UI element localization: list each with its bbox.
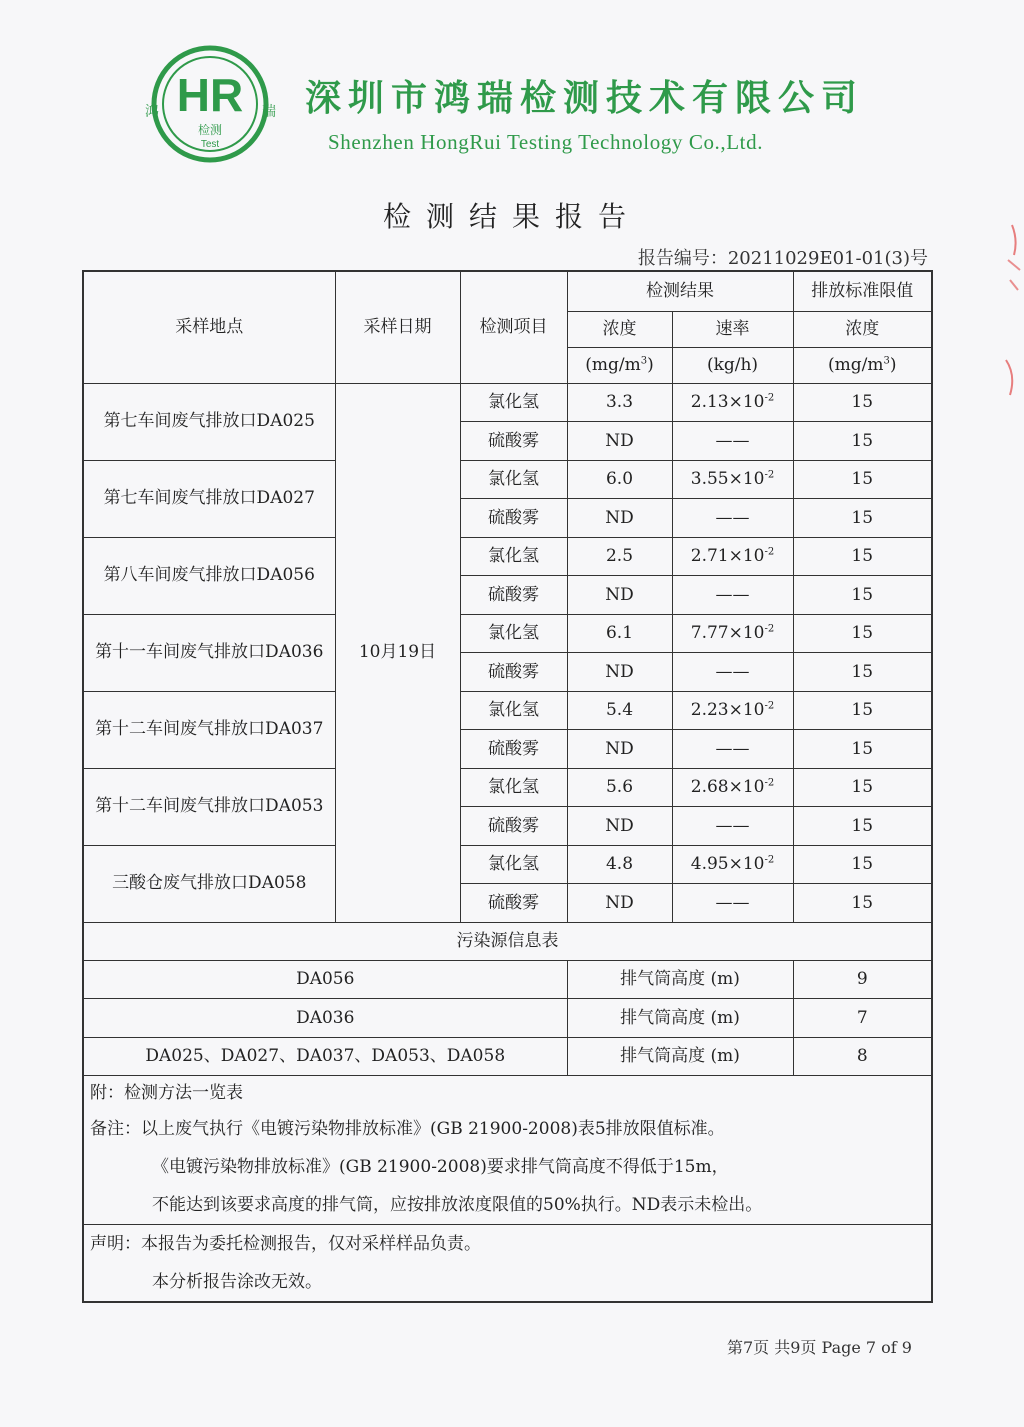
- concentration-value: ND: [567, 807, 672, 846]
- rate-base: ——: [715, 584, 750, 605]
- pollution-param: 排气筒高度 (m): [567, 960, 793, 999]
- test-item: 硫酸雾: [460, 884, 567, 923]
- table-row: [83, 691, 932, 730]
- sampling-location: 三酸仓废气排放口DA058: [83, 845, 335, 922]
- company-name-en: Shenzhen HongRui Testing Technology Co.,Ltd.: [328, 130, 764, 154]
- test-item: 氯化氢: [460, 691, 567, 730]
- remarks-block: [83, 1076, 932, 1225]
- rate-base: 2.23×10: [690, 700, 765, 721]
- rate-value: [672, 884, 793, 923]
- remark-line: 备注：以上废气执行《电镀污染物排放标准》(GB 21900-2008)表5排放限值标准。: [90, 1119, 725, 1139]
- test-item: 氯化氢: [460, 768, 567, 807]
- table-row: [83, 460, 932, 499]
- header-rate: 速率: [672, 311, 793, 347]
- concentration-value: 4.8: [567, 845, 672, 884]
- rate-exponent: -2: [764, 546, 775, 558]
- svg-text:HR: HR: [176, 69, 244, 121]
- concentration-value: ND: [567, 884, 672, 923]
- limit-value: 15: [793, 614, 932, 653]
- svg-text:瑞: 瑞: [262, 104, 276, 120]
- table-row: [83, 537, 932, 576]
- pollution-row: [83, 999, 932, 1038]
- statement-line: 声明：本报告为委托检测报告，仅对采样样品负责。: [90, 1234, 481, 1254]
- rate-exponent: -2: [764, 700, 775, 712]
- table-row: [83, 768, 932, 807]
- pollution-source: DA036: [83, 999, 567, 1038]
- limit-value: 15: [793, 537, 932, 576]
- company-logo: [142, 44, 278, 164]
- rate-exponent: -2: [764, 777, 775, 789]
- rate-value: [672, 845, 793, 884]
- rate-exponent: -2: [764, 854, 775, 866]
- concentration-value: ND: [567, 422, 672, 461]
- rate-value: [672, 422, 793, 461]
- rate-value: [672, 499, 793, 538]
- remark-line: 不能达到该要求高度的排气筒，应按排放浓度限值的50%执行。ND表示未检出。: [152, 1195, 763, 1215]
- pollution-source: DA025、DA027、DA037、DA053、DA058: [83, 1037, 567, 1076]
- limit-value: 15: [793, 422, 932, 461]
- limit-value: 15: [793, 653, 932, 692]
- concentration-value: ND: [567, 576, 672, 615]
- rate-base: ——: [715, 815, 750, 836]
- rate-base: 2.68×10: [690, 777, 765, 798]
- rate-value: [672, 768, 793, 807]
- table-row: [83, 614, 932, 653]
- svg-text:检测: 检测: [197, 123, 223, 137]
- rate-value: [672, 614, 793, 653]
- rate-base: ——: [715, 661, 750, 682]
- header-rate-unit: (kg/h): [672, 347, 793, 383]
- header-location: 采样地点: [83, 271, 335, 383]
- rate-base: ——: [715, 738, 750, 759]
- pollution-row: [83, 1037, 932, 1076]
- sampling-location: 第八车间废气排放口DA056: [83, 537, 335, 614]
- header-limit: 排放标准限值: [793, 271, 932, 311]
- rate-value: [672, 730, 793, 769]
- pollution-row: [83, 960, 932, 999]
- concentration-value: ND: [567, 499, 672, 538]
- limit-value: 15: [793, 691, 932, 730]
- header-item: 检测项目: [460, 271, 567, 383]
- svg-text:Test: Test: [200, 139, 220, 150]
- appendix-line: 附：检测方法一览表: [90, 1083, 243, 1103]
- rate-value: [672, 691, 793, 730]
- limit-value: 15: [793, 499, 932, 538]
- test-item: 硫酸雾: [460, 422, 567, 461]
- rate-value: [672, 576, 793, 615]
- rate-base: 4.95×10: [690, 854, 765, 875]
- rate-base: 3.55×10: [690, 469, 765, 490]
- rate-base: ——: [715, 430, 750, 451]
- red-stamp-edge: [998, 210, 1024, 410]
- sampling-location: 第七车间废气排放口DA025: [83, 383, 335, 460]
- rate-base: 2.71×10: [690, 546, 765, 567]
- rate-exponent: -2: [764, 469, 775, 481]
- test-item: 氯化氢: [460, 460, 567, 499]
- page-number: 第7页 共9页 Page 7 of 9: [726, 1338, 912, 1357]
- test-item: 硫酸雾: [460, 730, 567, 769]
- concentration-value: 3.3: [567, 383, 672, 422]
- concentration-value: 2.5: [567, 537, 672, 576]
- header-results: 检测结果: [567, 271, 793, 311]
- pollution-param: 排气筒高度 (m): [567, 1037, 793, 1076]
- rate-base: 2.13×10: [690, 392, 765, 413]
- concentration-value: ND: [567, 730, 672, 769]
- rate-value: [672, 807, 793, 846]
- test-item: 硫酸雾: [460, 499, 567, 538]
- report-title: 检测结果报告: [382, 200, 641, 233]
- rate-base: ——: [715, 892, 750, 913]
- concentration-value: 5.6: [567, 768, 672, 807]
- limit-value: 15: [793, 884, 932, 923]
- rate-base: ——: [715, 507, 750, 528]
- concentration-value: ND: [567, 653, 672, 692]
- test-item: 硫酸雾: [460, 807, 567, 846]
- statement-block: [83, 1225, 932, 1303]
- concentration-value: 6.0: [567, 460, 672, 499]
- header-limit-unit: $(mg/m^3)$: [793, 347, 932, 383]
- pollution-value: 7: [793, 999, 932, 1038]
- concentration-value: 6.1: [567, 614, 672, 653]
- pollution-value: 8: [793, 1037, 932, 1076]
- concentration-value: 5.4: [567, 691, 672, 730]
- header-conc: 浓度: [567, 311, 672, 347]
- test-item: 氯化氢: [460, 537, 567, 576]
- rate-value: [672, 653, 793, 692]
- svg-text:鸿: 鸿: [145, 104, 159, 120]
- test-item: 氯化氢: [460, 845, 567, 884]
- table-row: [83, 845, 932, 884]
- rate-value: [672, 383, 793, 422]
- sampling-location: 第十二车间废气排放口DA037: [83, 691, 335, 768]
- test-item: 硫酸雾: [460, 576, 567, 615]
- test-item: 硫酸雾: [460, 653, 567, 692]
- test-item: 氯化氢: [460, 614, 567, 653]
- rate-exponent: -2: [764, 392, 775, 404]
- pollution-info-title: 污染源信息表: [83, 922, 932, 960]
- sampling-location: 第七车间废气排放口DA027: [83, 460, 335, 537]
- header-conc-unit: $(mg/m^3)$: [567, 347, 672, 383]
- rate-value: [672, 460, 793, 499]
- test-item: 氯化氢: [460, 383, 567, 422]
- remark-line: 《电镀污染物排放标准》(GB 21900-2008)要求排气筒高度不得低于15m，: [152, 1157, 729, 1177]
- pollution-value: 9: [793, 960, 932, 999]
- sampling-date: 10月19日: [335, 383, 460, 922]
- pollution-param: 排气筒高度 (m): [567, 999, 793, 1038]
- limit-value: 15: [793, 383, 932, 422]
- sampling-location: 第十二车间废气排放口DA053: [83, 768, 335, 845]
- table-row: [83, 383, 932, 422]
- limit-value: 15: [793, 460, 932, 499]
- statement-line: 本分析报告涂改无效。: [152, 1272, 322, 1292]
- sampling-location: 第十一车间废气排放口DA036: [83, 614, 335, 691]
- report-number: 报告编号：20211029E01-01(3)号: [637, 248, 928, 269]
- limit-value: 15: [793, 768, 932, 807]
- limit-value: 15: [793, 807, 932, 846]
- limit-value: 15: [793, 845, 932, 884]
- company-name-cn: 深圳市鸿瑞检测技术有限公司: [305, 77, 865, 119]
- results-table: [82, 270, 933, 1303]
- header-limit-conc: 浓度: [793, 311, 932, 347]
- rate-base: 7.77×10: [690, 623, 765, 644]
- limit-value: 15: [793, 576, 932, 615]
- limit-value: 15: [793, 730, 932, 769]
- pollution-source: DA056: [83, 960, 567, 999]
- rate-exponent: -2: [764, 623, 775, 635]
- rate-value: [672, 537, 793, 576]
- header-date: 采样日期: [335, 271, 460, 383]
